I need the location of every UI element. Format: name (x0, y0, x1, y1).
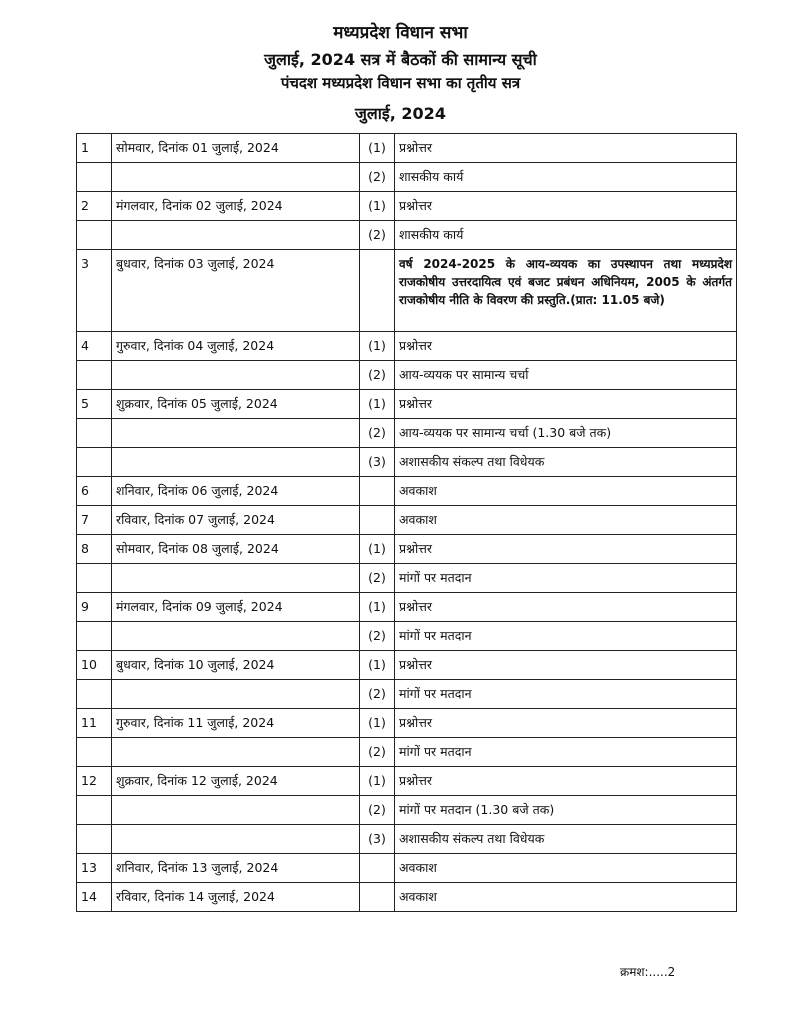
table-row (77, 535, 737, 564)
row-number: 11 (77, 709, 112, 738)
row-number: 7 (77, 506, 112, 535)
table-row (77, 651, 737, 680)
row-number (77, 825, 112, 854)
table-row (77, 796, 737, 825)
item-index: (2) (360, 680, 395, 709)
item-index: (2) (360, 738, 395, 767)
row-number: 14 (77, 883, 112, 912)
item-index: (1) (360, 134, 395, 163)
row-number (77, 361, 112, 390)
table-row (77, 854, 737, 883)
row-number: 9 (77, 593, 112, 622)
sitting-schedule-table (76, 133, 737, 912)
sitting-date: गुरुवार, दिनांक 04 जुलाई, 2024 (112, 332, 360, 361)
row-number: 10 (77, 651, 112, 680)
row-number: 2 (77, 192, 112, 221)
agenda-item: मांगों पर मतदान (395, 564, 737, 593)
agenda-item: प्रश्नोत्तर (395, 593, 737, 622)
agenda-item: अशासकीय संकल्प तथा विधेयक (395, 448, 737, 477)
item-index (360, 854, 395, 883)
month-title: जुलाई, 2024 (355, 104, 446, 123)
sitting-date (112, 622, 360, 651)
row-number: 6 (77, 477, 112, 506)
item-index (360, 477, 395, 506)
item-index: (2) (360, 564, 395, 593)
item-index: (1) (360, 593, 395, 622)
table-row (77, 825, 737, 854)
agenda-item: प्रश्नोत्तर (395, 134, 737, 163)
sitting-date (112, 448, 360, 477)
table-row (77, 738, 737, 767)
item-index: (2) (360, 622, 395, 651)
sitting-date (112, 564, 360, 593)
row-number: 1 (77, 134, 112, 163)
row-number: 12 (77, 767, 112, 796)
item-index: (1) (360, 767, 395, 796)
item-index (360, 883, 395, 912)
sitting-date (112, 796, 360, 825)
item-index: (1) (360, 535, 395, 564)
agenda-item: प्रश्नोत्तर (395, 332, 737, 361)
table-row (77, 767, 737, 796)
table-row (77, 593, 737, 622)
agenda-item: अवकाश (395, 883, 737, 912)
agenda-item: आय-व्ययक पर सामान्य चर्चा (395, 361, 737, 390)
session-subtitle: पंचदश मध्यप्रदेश विधान सभा का तृतीय सत्र (280, 74, 521, 92)
item-index: (2) (360, 419, 395, 448)
agenda-item: प्रश्नोत्तर (395, 192, 737, 221)
row-number (77, 680, 112, 709)
sitting-date: मंगलवार, दिनांक 02 जुलाई, 2024 (112, 192, 360, 221)
table-row (77, 709, 737, 738)
row-number (77, 419, 112, 448)
row-number: 13 (77, 854, 112, 883)
item-index: (2) (360, 796, 395, 825)
item-index: (1) (360, 192, 395, 221)
agenda-item: प्रश्नोत्तर (395, 767, 737, 796)
table-row (77, 419, 737, 448)
item-index: (3) (360, 825, 395, 854)
agenda-item: आय-व्ययक पर सामान्य चर्चा (1.30 बजे तक) (395, 419, 737, 448)
sitting-date: बुधवार, दिनांक 03 जुलाई, 2024 (112, 250, 360, 332)
table-row (77, 361, 737, 390)
agenda-item: मांगों पर मतदान (395, 738, 737, 767)
row-number (77, 163, 112, 192)
agenda-item: मांगों पर मतदान (395, 680, 737, 709)
agenda-item: प्रश्नोत्तर (395, 390, 737, 419)
sitting-date (112, 738, 360, 767)
item-index: (2) (360, 221, 395, 250)
table-row (77, 477, 737, 506)
agenda-item: मांगों पर मतदान (395, 622, 737, 651)
table-row (77, 506, 737, 535)
row-number (77, 448, 112, 477)
row-number (77, 796, 112, 825)
table-row (77, 622, 737, 651)
item-index: (2) (360, 361, 395, 390)
sitting-date: रविवार, दिनांक 14 जुलाई, 2024 (112, 883, 360, 912)
sitting-date: रविवार, दिनांक 07 जुलाई, 2024 (112, 506, 360, 535)
item-index: (2) (360, 163, 395, 192)
row-number (77, 738, 112, 767)
sitting-date (112, 419, 360, 448)
item-index: (1) (360, 332, 395, 361)
table-row (77, 250, 737, 332)
row-number: 8 (77, 535, 112, 564)
sitting-date: शनिवार, दिनांक 13 जुलाई, 2024 (112, 854, 360, 883)
item-index (360, 250, 395, 332)
session-list-title: जुलाई, 2024 सत्र में बैठकों की सामान्य सूची (264, 50, 537, 69)
agenda-item: वर्ष 2024-2025 के आय-व्ययक का उपस्थापन तथा मध्यप्रदेश राजकोषीय उत्तरदायित्व एवं बजट प्रबंधन अधिनियम, 2005 के अंतर्गत राजकोषीय नीति के विवरण की प्रस्तुति.(प्रात: 11.05 बजे) (395, 250, 737, 332)
sitting-date: शनिवार, दिनांक 06 जुलाई, 2024 (112, 477, 360, 506)
table-row (77, 564, 737, 593)
agenda-item: प्रश्नोत्तर (395, 709, 737, 738)
agenda-item: प्रश्नोत्तर (395, 651, 737, 680)
sitting-date (112, 680, 360, 709)
assembly-title: मध्यप्रदेश विधान सभा (333, 23, 468, 43)
row-number (77, 564, 112, 593)
row-number: 4 (77, 332, 112, 361)
sitting-date: मंगलवार, दिनांक 09 जुलाई, 2024 (112, 593, 360, 622)
agenda-item: अवकाश (395, 854, 737, 883)
row-number (77, 221, 112, 250)
table-row (77, 680, 737, 709)
sitting-date: बुधवार, दिनांक 10 जुलाई, 2024 (112, 651, 360, 680)
table-row (77, 332, 737, 361)
table-row (77, 448, 737, 477)
row-number: 5 (77, 390, 112, 419)
table-row (77, 883, 737, 912)
agenda-item: शासकीय कार्य (395, 163, 737, 192)
sitting-date (112, 361, 360, 390)
agenda-item: शासकीय कार्य (395, 221, 737, 250)
table-row (77, 192, 737, 221)
sitting-date: गुरुवार, दिनांक 11 जुलाई, 2024 (112, 709, 360, 738)
row-number: 3 (77, 250, 112, 332)
sitting-date: शुक्रवार, दिनांक 05 जुलाई, 2024 (112, 390, 360, 419)
sitting-date: सोमवार, दिनांक 08 जुलाई, 2024 (112, 535, 360, 564)
item-index: (1) (360, 390, 395, 419)
continuation-note: क्रमश:.....2 (620, 965, 676, 979)
sitting-date (112, 163, 360, 192)
table-row (77, 163, 737, 192)
sitting-date (112, 825, 360, 854)
table-row (77, 390, 737, 419)
sitting-date: सोमवार, दिनांक 01 जुलाई, 2024 (112, 134, 360, 163)
sitting-date: शुक्रवार, दिनांक 12 जुलाई, 2024 (112, 767, 360, 796)
agenda-item: अवकाश (395, 506, 737, 535)
item-index: (3) (360, 448, 395, 477)
table-row (77, 134, 737, 163)
agenda-item: प्रश्नोत्तर (395, 535, 737, 564)
row-number (77, 622, 112, 651)
item-index: (1) (360, 651, 395, 680)
agenda-item: मांगों पर मतदान (1.30 बजे तक) (395, 796, 737, 825)
item-index (360, 506, 395, 535)
agenda-item: अवकाश (395, 477, 737, 506)
table-row (77, 221, 737, 250)
item-index: (1) (360, 709, 395, 738)
agenda-item: अशासकीय संकल्प तथा विधेयक (395, 825, 737, 854)
sitting-date (112, 221, 360, 250)
